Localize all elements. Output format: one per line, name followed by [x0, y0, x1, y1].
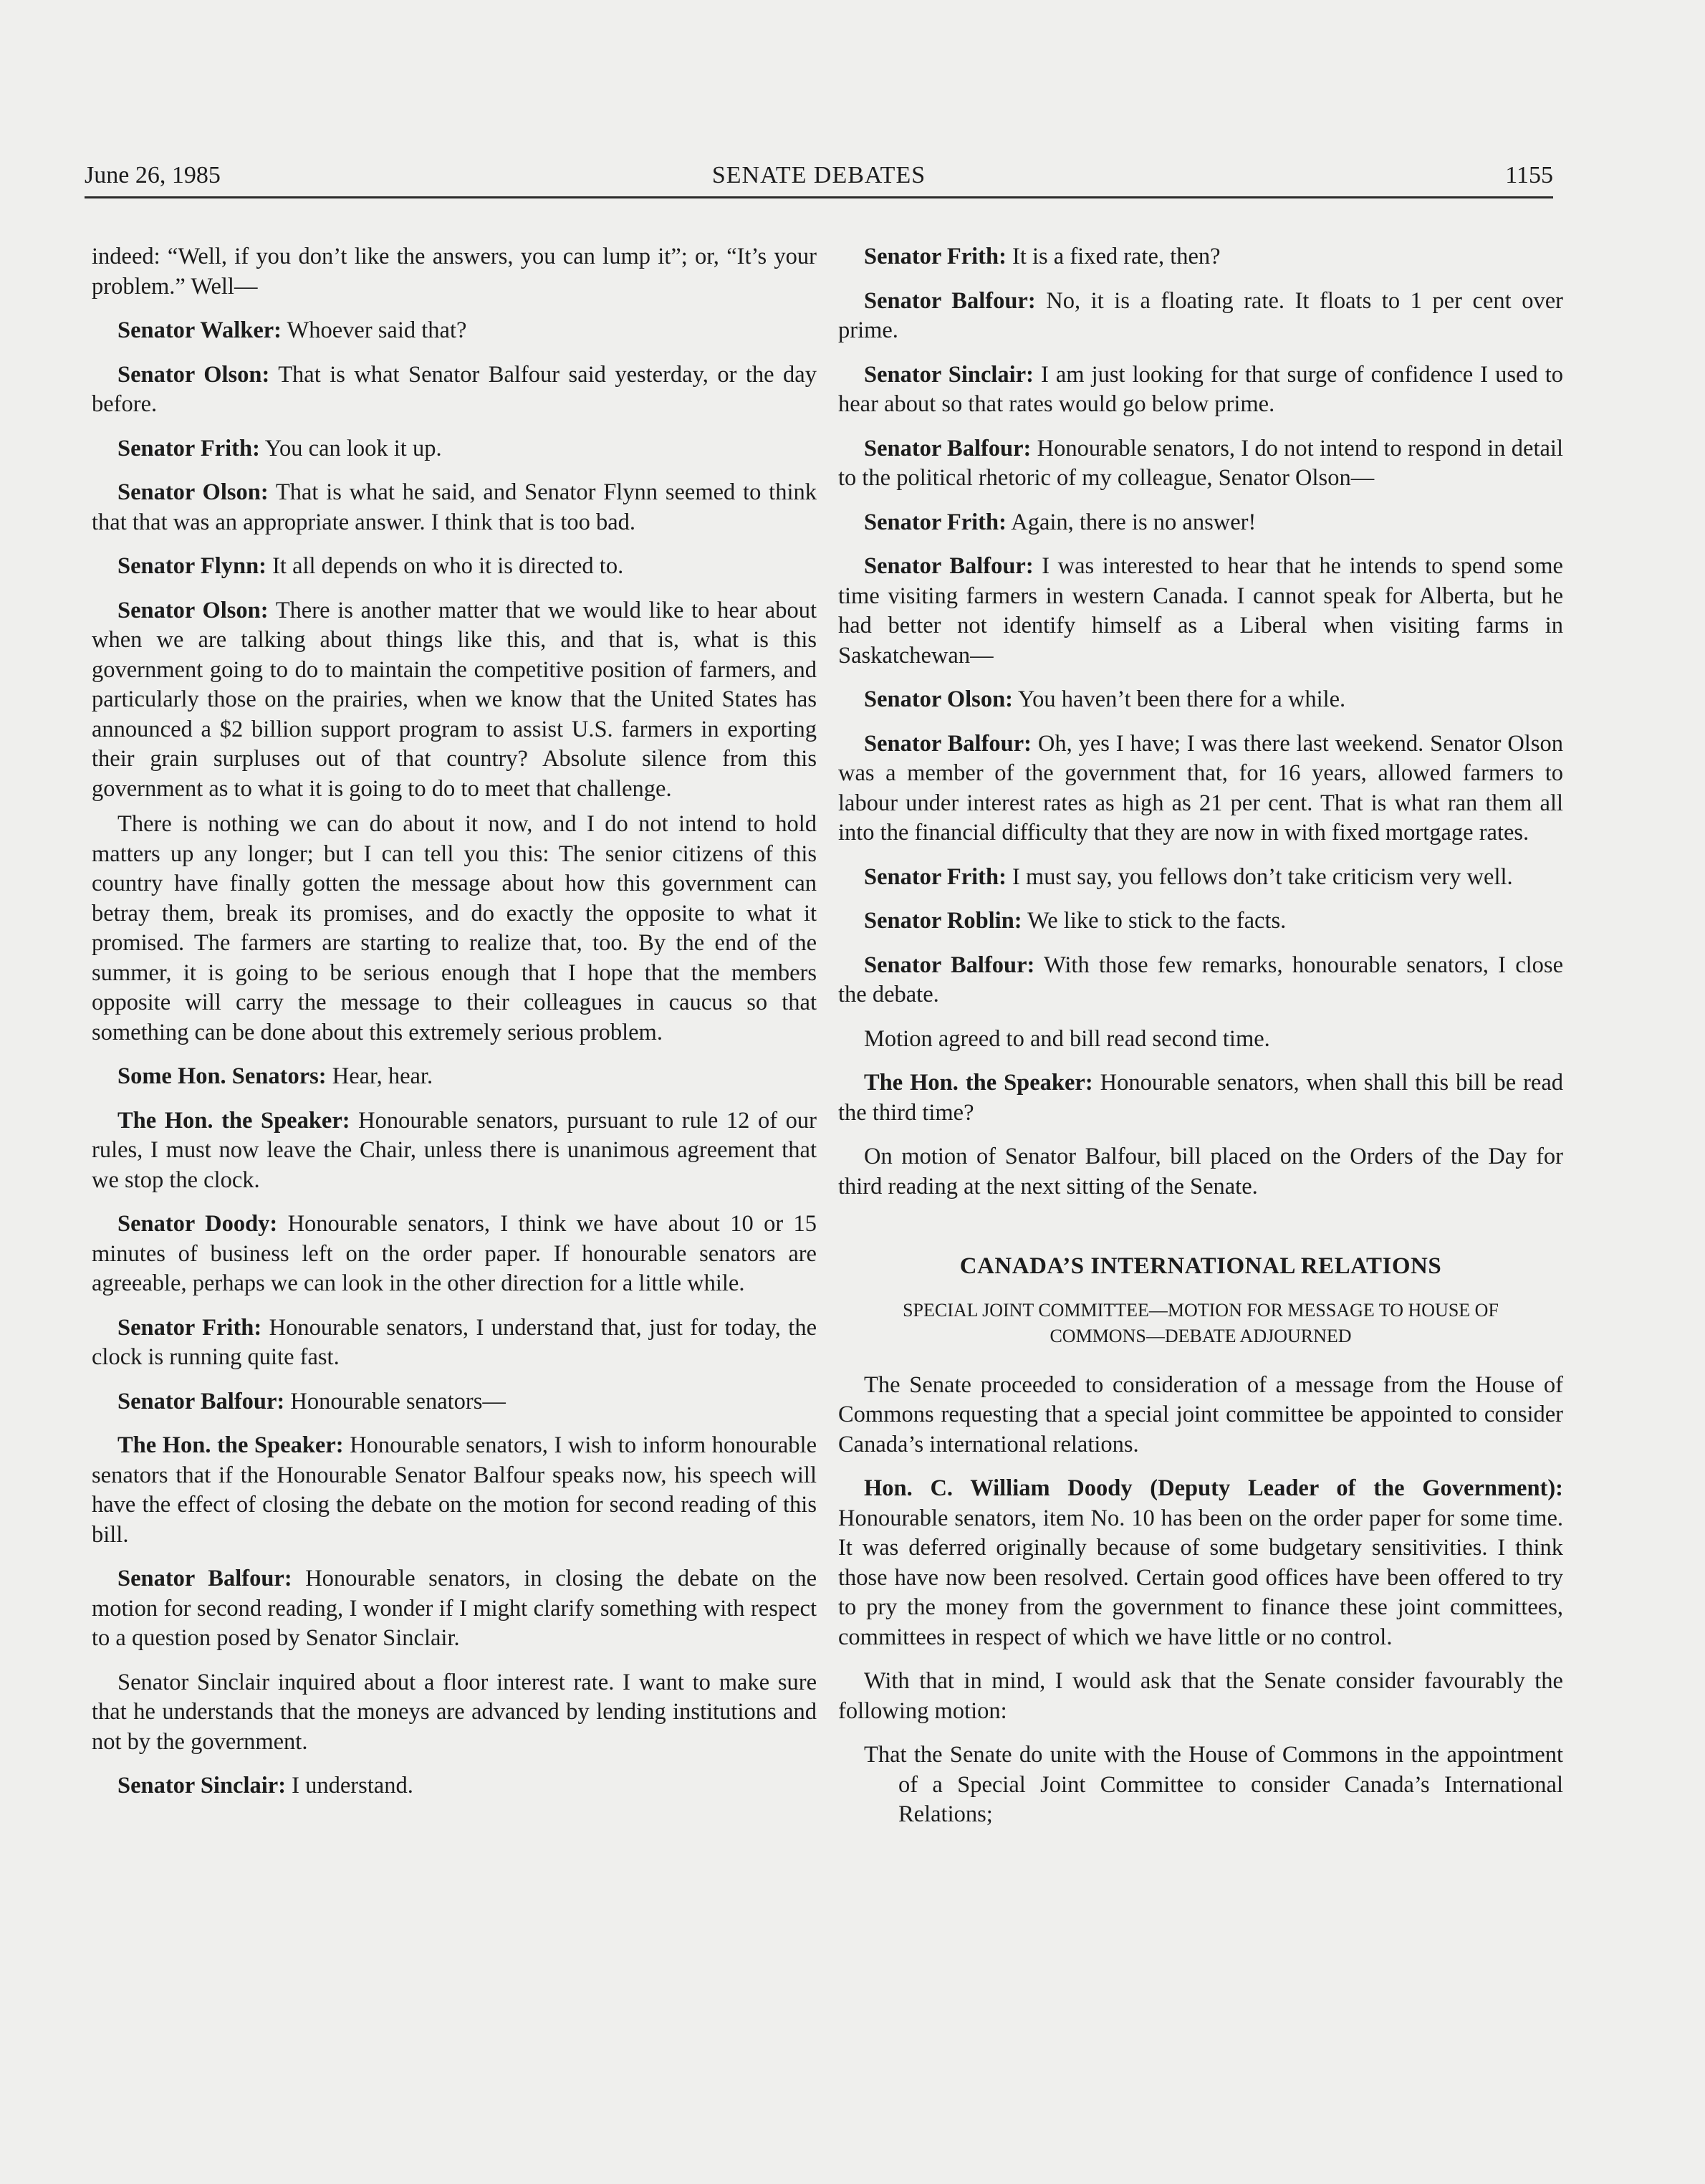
paragraph	[838, 1025, 1563, 1055]
paragraph-text: Honourable senators, I understand that, just for today, the clock is running quite fast.	[92, 1314, 817, 1370]
speaker-name: Senator Balfour:	[864, 730, 1032, 757]
speaker-name: Senator Sinclair:	[117, 1773, 287, 1799]
speaker-name: Senator Frith:	[117, 435, 260, 461]
header-page-number: 1155	[1505, 162, 1553, 188]
speaker-name: Senator Sinclair:	[864, 361, 1034, 388]
paragraph-text: Oh, yes I have; I was there last weekend. Senator Olson was a member of the government that, for 16 years, allowed farmers to labour under interest rates as high as 21 per cent. That is what ran them all into the financial difficulty that they are now in with fixed mortgage rates.	[838, 730, 1563, 846]
paragraph	[92, 1771, 817, 1801]
paragraph	[92, 1431, 817, 1550]
speaker-name: Senator Frith:	[864, 863, 1007, 890]
paragraph-text: I must say, you fellows don’t take criticism very well.	[1006, 863, 1513, 890]
paragraph	[92, 810, 817, 1048]
speaker-name: Senator Olson:	[117, 597, 269, 623]
speaker-name: The Hon. the Speaker:	[864, 1070, 1093, 1096]
paragraph	[838, 360, 1563, 420]
header-title: SENATE DEBATES	[711, 162, 926, 188]
paragraph	[92, 360, 817, 420]
paragraph	[838, 1142, 1563, 1202]
paragraph-text: Honourable senators, I think we have about 10 or 15 minutes of business left on the order paper. If honourable senators are agreeable, perhaps we can look in the other direction for a little while.	[92, 1211, 817, 1296]
paragraph-text: You haven’t been there for a while.	[1012, 686, 1346, 712]
paragraph	[838, 1667, 1563, 1726]
speaker-name: Senator Roblin:	[864, 908, 1022, 934]
paragraph-text: It all depends on who it is directed to.	[266, 553, 624, 579]
speaker-name: Senator Frith:	[864, 509, 1007, 535]
right-column	[838, 242, 1563, 1830]
paragraph	[838, 287, 1563, 346]
speaker-name: Senator Frith:	[864, 244, 1007, 269]
paragraph	[838, 508, 1563, 538]
paragraph-text: We like to stick to the facts.	[1022, 908, 1287, 934]
paragraph-text: The Senate proceeded to consideration of a message from the House of Commons requesting that a special joint committee be appointed to consider Canada’s international relations.	[838, 1371, 1563, 1457]
paragraph-text: I was interested to hear that he intends to spend some time visiting farmers in western Canada. I cannot speak for Alberta, but he had better not identify himself as a Liberal when visiting farms in Saskatchewan—	[838, 553, 1563, 669]
speaker-name: Senator Doody:	[117, 1211, 278, 1237]
paragraph	[92, 316, 817, 346]
section-title: CANADA’S INTERNATIONAL RELATIONS	[959, 1253, 1442, 1279]
paragraph-text: It is a fixed rate, then?	[1006, 244, 1221, 269]
left-column	[92, 242, 817, 1816]
paragraph	[838, 434, 1563, 494]
paragraph-text: On motion of Senator Balfour, bill placed on the Orders of the Day for third reading at the next sitting of the Senate.	[838, 1144, 1563, 1199]
paragraph	[92, 1062, 817, 1092]
paragraph-text: Honourable senators, I wish to inform honourable senators that if the Honourable Senator Balfour speaks now, his speech will have the effect of closing the debate on the motion for second reading of this bill.	[92, 1432, 817, 1548]
speaker-name: Senator Balfour:	[864, 435, 1032, 461]
paragraph-text: With those few remarks, honourable senators, I close the debate.	[838, 952, 1563, 1007]
paragraph-text: That is what he said, and Senator Flynn seemed to think that that was an appropriate answer. I think that is too bad.	[92, 479, 817, 535]
paragraph	[838, 685, 1563, 715]
right-column-paragraphs	[838, 242, 1563, 1202]
section-paragraphs	[838, 1371, 1563, 1727]
speaker-name: Senator Balfour:	[117, 1566, 292, 1591]
paragraph	[838, 951, 1563, 1010]
speaker-name: Senator Frith:	[117, 1314, 262, 1341]
speaker-name: Senator Walker:	[117, 317, 282, 343]
paragraph-text: Again, there is no answer!	[1006, 509, 1257, 535]
paragraph-text: Senator Sinclair inquired about a floor interest rate. I want to make sure that he understands that the moneys are advanced by lending institutions and not by the government.	[92, 1669, 817, 1755]
paragraph-text: Honourable senators, pursuant to rule 12 of our rules, I must now leave the Chair, unless there is unanimous agreement that we stop the clock.	[92, 1107, 817, 1193]
speaker-name: Senator Olson:	[117, 479, 269, 505]
paragraph	[838, 863, 1563, 893]
paragraph	[92, 1564, 817, 1654]
motion-quote: That the Senate do unite with the House of Commons in the appointment of a Special Joint Committee to consider Canada’s International Relations;	[864, 1742, 1563, 1827]
paragraph-text: Honourable senators, when shall this bill be read the third time?	[838, 1070, 1564, 1126]
paragraph-text: I am just looking for that surge of confidence I used to hear about so that rates would go below prime.	[838, 361, 1563, 417]
speaker-name: The Hon. the Speaker:	[117, 1432, 344, 1458]
paragraph-text: With that in mind, I would ask that the Senate consider favourably the following motion:	[838, 1668, 1563, 1724]
paragraph-text: That is what Senator Balfour said yesterday, or the day before.	[92, 361, 817, 417]
paragraph-text: indeed: “Well, if you don’t like the answers, you can lump it”; or, “It’s your problem.” Well—	[92, 244, 817, 300]
paragraph	[838, 552, 1563, 671]
paragraph-text: Whoever said that?	[282, 317, 467, 343]
paragraph-text: Honourable senators, in closing the debate on the motion for second reading, I wonder if I might clarify something with respect to a question posed by Senator Sinclair.	[92, 1566, 817, 1651]
speaker-name: Senator Balfour:	[864, 952, 1035, 978]
paragraph-text: Honourable senators, item No. 10 has been on the order paper for some time. It was deferred originally because of some budgetary sensitivities. I think those have now been resolved. Certain good offices have been offered to try to pry the money from the government to finance these joint committees, committees in respect of which we have little or no control.	[838, 1505, 1563, 1650]
paragraph	[838, 906, 1563, 937]
paragraph	[92, 1106, 817, 1196]
speaker-name: Senator Olson:	[117, 361, 270, 388]
paragraph-text: You can look it up.	[259, 435, 442, 461]
paragraph	[838, 1068, 1563, 1128]
speaker-name: Hon. C. William Doody (Deputy Leader of the Government):	[864, 1475, 1563, 1501]
speaker-name: Senator Olson:	[864, 686, 1013, 712]
paragraph	[92, 1668, 817, 1758]
paragraph-text: I understand.	[286, 1773, 413, 1799]
speaker-name: Senator Balfour:	[864, 553, 1034, 579]
paragraph-text: There is nothing we can do about it now, and I do not intend to hold matters up any longer; but I can tell you this: The senior citizens of this country have finally gotten the message about how this government can betray them, break its promises, and do exactly the opposite to what it promised. The farmers are starting to realize that, too. By the end of the summer, it is going to be serious enough that I hope that the members opposite will carry the message to their colleagues in caucus so that something can be done about this extremely serious problem.	[92, 811, 817, 1045]
paragraph-text: Honourable senators, I do not intend to respond in detail to the political rhetoric of my colleague, Senator Olson—	[838, 435, 1563, 491]
paragraph	[92, 478, 817, 537]
paragraph	[92, 596, 817, 805]
speaker-name: Senator Balfour:	[117, 1388, 285, 1414]
paragraph	[92, 1313, 817, 1373]
section-subtitle: SPECIAL JOINT COMMITTEE—MOTION FOR MESSAGE TO HOUSE OF COMMONS—DEBATE ADJOURNED	[903, 1299, 1499, 1346]
paragraph-text: There is another matter that we would like to hear about when we are talking about things like this, and that is, what is this government going to do to maintain the competitive position of farmers, and particularly those on the prairies, when we know that the United States has announced a $2 billion support program to assist U.S. farmers in exporting their grain surpluses out of that country? Absolute silence from this government as to what it is going to do to meet that challenge.	[92, 597, 817, 802]
paragraph	[92, 434, 817, 464]
paragraph	[92, 1210, 817, 1299]
paragraph	[92, 1387, 817, 1417]
paragraph-text: Motion agreed to and bill read second time.	[864, 1025, 1270, 1052]
paragraph	[838, 242, 1563, 272]
speaker-name: Senator Flynn:	[117, 553, 266, 579]
running-header	[85, 159, 1553, 198]
paragraph-text: No, it is a floating rate. It floats to 1 per cent over prime.	[838, 287, 1563, 343]
paragraph	[92, 552, 817, 582]
paragraph	[838, 1474, 1563, 1652]
speaker-name: Senator Balfour:	[864, 287, 1036, 314]
paragraph	[838, 729, 1563, 848]
paragraph	[838, 1371, 1563, 1460]
paragraph-text: Hear, hear.	[326, 1063, 433, 1089]
speaker-name: Some Hon. Senators:	[117, 1063, 327, 1089]
speaker-name: The Hon. the Speaker:	[117, 1107, 350, 1134]
paragraph-text: Honourable senators—	[284, 1388, 506, 1414]
header-date: June 26, 1985	[85, 162, 221, 188]
paragraph	[92, 242, 817, 302]
